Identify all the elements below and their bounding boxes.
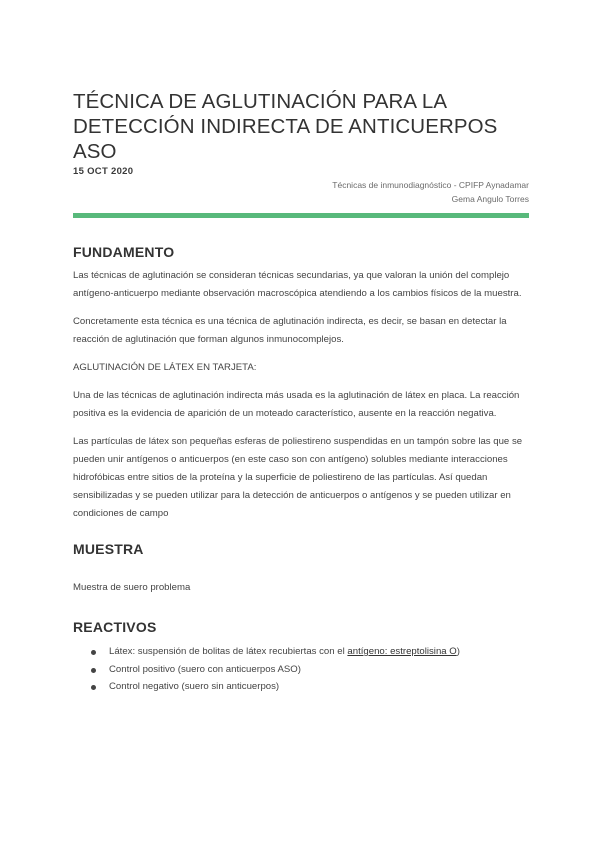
document-page <box>73 0 529 696</box>
section-muestra <box>73 541 529 597</box>
section-reactivos <box>73 619 529 696</box>
antigen-link[interactable]: antígeno: estreptolisina O <box>347 646 457 657</box>
list-item: Control positivo (suero con anticuerpos ASO) <box>73 661 529 679</box>
course-name: Técnicas de inmunodiagnóstico - CPIFP Aynadamar <box>332 180 529 190</box>
section-fundamento <box>73 244 529 523</box>
list-item: Control negativo (suero sin anticuerpos) <box>73 678 529 696</box>
reagent-list <box>73 643 529 696</box>
section-heading: FUNDAMENTO <box>73 244 175 260</box>
paragraph: Las técnicas de aglutinación se consideran técnicas secundarias, ya que valoran la unión del complejo antígeno-anticuerpo mediante observación macroscópica atendiendo a los cambios físicos de la muestra. <box>73 270 522 299</box>
section-heading: REACTIVOS <box>73 619 157 635</box>
author-name: Gema Angulo Torres <box>451 194 529 204</box>
title-line-2: DETECCIÓN INDIRECTA DE ANTICUERPOS ASO <box>73 115 498 163</box>
subheading: AGLUTINACIÓN DE LÁTEX EN TARJETA: <box>73 362 257 373</box>
paragraph: Las partículas de látex son pequeñas esferas de poliestireno suspendidas en un tampón sobre las que se pueden unir antígenos o anticuerpos (en este caso son con antígeno) solubles mediante interacciones hidrofóbicas entre sitios de la proteína y la superficie de poliestireno de las partículas. Así quedan sensibilizadas y se pueden utilizar para la detección de anticuerpos o antígenos y se pueden utilizar en condiciones de campo <box>73 436 523 519</box>
title-line-1: TÉCNICA DE AGLUTINACIÓN PARA LA <box>73 90 448 113</box>
paragraph: Concretamente esta técnica es una técnica de aglutinación indirecta, es decir, se basan en detectar la reacción de aglutinación que forman algunos inmunocomplejos. <box>73 316 507 345</box>
section-heading: MUESTRA <box>73 541 144 557</box>
header-divider <box>73 213 529 218</box>
document-meta <box>73 178 529 206</box>
document-date: 15 OCT 2020 <box>73 166 134 177</box>
paragraph: Muestra de suero problema <box>73 582 191 593</box>
list-item: Látex: suspensión de bolitas de látex recubiertas con el antígeno: estreptolisina O) <box>73 643 529 661</box>
document-title <box>73 0 529 164</box>
paragraph: Una de las técnicas de aglutinación indirecta más usada es la aglutinación de látex en placa. La reacción positiva es la evidencia de aparición de un moteado característico, ausente en la reacción negativa. <box>73 390 520 419</box>
